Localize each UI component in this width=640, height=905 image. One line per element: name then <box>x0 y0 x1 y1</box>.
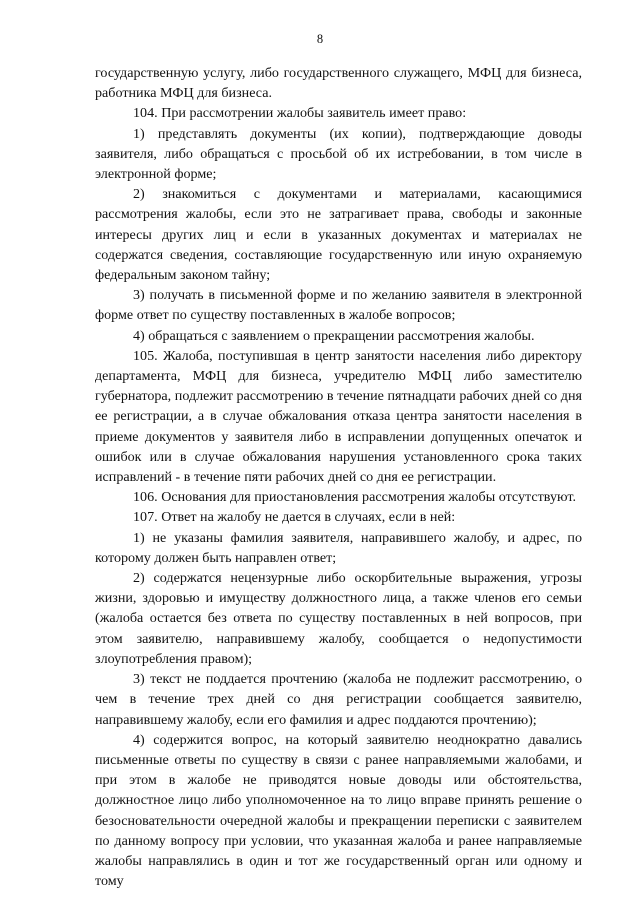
paragraph-104-item-2: 2) знакомиться с документами и материалами, касающимися рассмотрения жалобы, если это не затрагивает права, свободы и законные интересы других лиц и если в указанных документах и материалах не содержатся сведения, составляющие государственную или иную охраняемую федеральным законом тайну; <box>95 186 582 284</box>
paragraph-104-item-3: 3) получать в письменной форме и по желанию заявителя в электронной форме ответ по существу поставленных в жалобе вопросов; <box>95 287 582 324</box>
paragraph-continuation: государственную услугу, либо государственного служащего, МФЦ для бизнеса, работника МФЦ для бизнеса. <box>95 65 582 102</box>
paragraph-107-item-4: 4) содержится вопрос, на который заявителю неоднократно давались письменные ответы по существу в связи с ранее направляемыми жалобами, и при этом в жалобе не приводятся новые доводы или обстоятельства, должностное лицо либо уполномоченное на то лицо вправе принять решение о безосновательности очередной жалобы и прекращении переписки с заявителем по данному вопросу при условии, что указанная жалоба и ранее направляемые жалобы направлялись в один и тот же государственный орган или одному и тому <box>95 731 582 890</box>
paragraph-107-item-3: 3) текст не поддается прочтению (жалоба не подлежит рассмотрению, о чем в течение трех дней со дня регистрации сообщается заявителю, направившему жалобу, если его фамилия и адрес поддаются прочтению); <box>95 671 582 728</box>
paragraph-105: 105. Жалоба, поступившая в центр занятости населения либо директору департамента, МФЦ для бизнеса, учредителю МФЦ либо заместителю губернатора, подлежит рассмотрению в течение пятнадцати рабочих дней со дня ее регистрации, а в случае обжалования отказа центра занятости населения в приеме документов у заявителя либо в исправлении допущенных опечаток и ошибок или в случае обжалования нарушения установленного срока таких исправлений - в течение пяти рабочих дней со дня ее регистрации. <box>95 347 582 486</box>
paragraph-107-item-2: 2) содержатся нецензурные либо оскорбительные выражения, угрозы жизни, здоровью и имуществу должностного лица, а также членов его семьи (жалоба остается без ответа по существу поставленных в ней вопросов, при этом заявителю, направившему жалобу, сообщается о недопустимости злоупотребления правом); <box>95 570 582 667</box>
paragraph-106: 106. Основания для приостановления рассмотрения жалобы отсутствуют. <box>133 489 576 506</box>
paragraph-104-item-4: 4) обращаться с заявлением о прекращении рассмотрения жалобы. <box>133 327 535 344</box>
document-body <box>95 63 582 891</box>
paragraph-107: 107. Ответ на жалобу не дается в случаях, если в ней: <box>133 509 456 526</box>
paragraph-104: 104. При рассмотрении жалобы заявитель имеет право: <box>133 105 467 122</box>
page-number: 8 <box>316 32 324 46</box>
paragraph-107-item-1: 1) не указаны фамилия заявителя, направившего жалобу, и адрес, по которому должен быть направлен ответ; <box>95 529 582 566</box>
paragraph-104-item-1: 1) представлять документы (их копии), подтверждающие доводы заявителя, либо обращаться с просьбой об их истребовании, в том числе в электронной форме; <box>95 125 582 183</box>
